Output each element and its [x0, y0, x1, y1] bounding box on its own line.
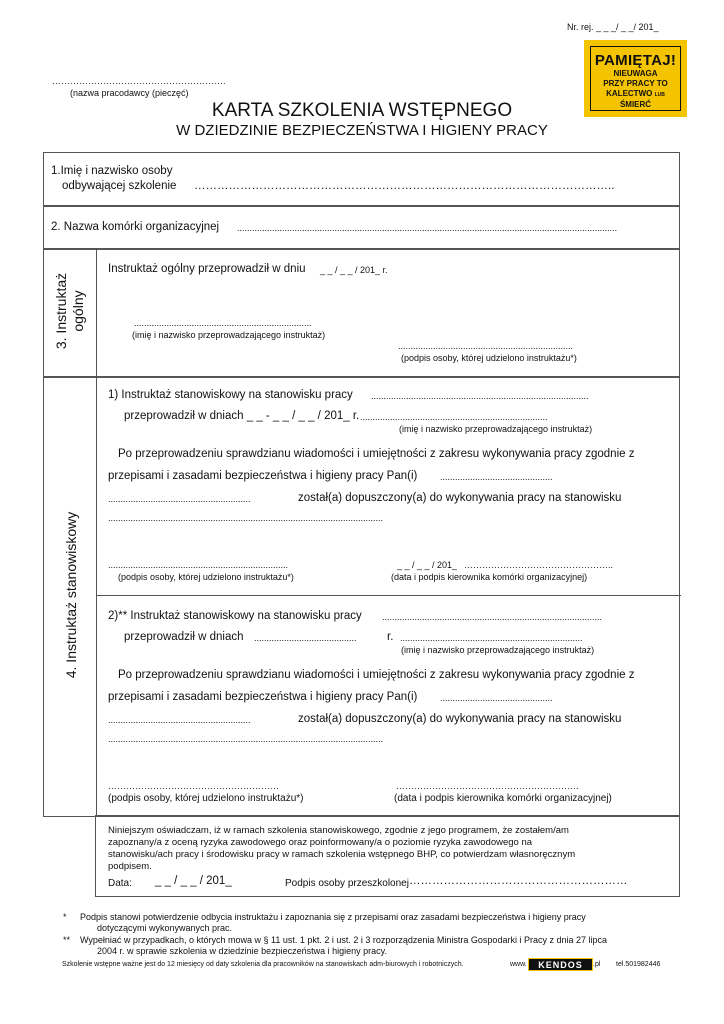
part1-para-line1: Po przeprowadzeniu sprawdzianu wiadomości i umiejętności z zakresu wykonywania pracy zgodnie z	[118, 448, 635, 460]
section-declaration	[95, 815, 680, 897]
part1-para-line3: został(a) dopuszczony(a) do wykonywania pracy na stanowisku	[298, 492, 622, 504]
warning-line2: NIEUWAGA	[613, 69, 658, 78]
part2-instructor-caption: (imię i nazwisko przeprowadzającego instruktaż)	[401, 645, 595, 655]
part2-para-line1: Po przeprowadzeniu sprawdzianu wiadomości i umiejętności z zakresu wykonywania pracy zgodnie z	[118, 669, 635, 681]
warning-line4b: LUB	[654, 92, 665, 98]
general-date-field[interactable]: _ _ / _ _ / 201_ r.	[320, 265, 388, 275]
footnote1-line1: Podpis stanowi potwierdzenie odbycia instruktażu i zapoznania się z przepisami oraz zasadami bezpieczeństwa i higieny pracy	[80, 912, 586, 922]
footnote2-line1: Wypełniać w przypadkach, o których mowa w § 11 ust. 1 pkt. 2 i ust. 2 i 3 rozporządzenia Ministra Gospodarki i Pracy z dnia 27 lipca	[80, 935, 607, 945]
footnote1-line2: dotyczącymi wykonywanych prac.	[97, 923, 233, 933]
section-name	[43, 152, 680, 207]
part1-para-line2: przepisami i zasadami bezpieczeństwa i higieny pracy Pan(i)	[108, 470, 418, 482]
page-title: KARTA SZKOLENIA WSTĘPNEGO	[211, 100, 513, 121]
employer-caption: (nazwa pracodawcy (pieczęć)	[70, 88, 189, 98]
part2-signature-caption: (podpis osoby, której udzielono instruktażu*)	[108, 793, 304, 804]
part2-heading: 2)** Instruktaż stanowiskowy na stanowisku pracy	[108, 610, 362, 622]
name-field[interactable]: ………………………………………………………………………………………………..	[194, 180, 615, 192]
declaration-line2: zapoznany/a z oceną ryzyka zawodowego oraz poinformowany/a o poziomie ryzyka zawodowego na	[108, 837, 533, 848]
part1-manager-caption: (data i podpis kierownika komórki organizacyjnej)	[391, 572, 588, 582]
part1-manager-field[interactable]: …………………………………………..	[464, 560, 614, 570]
kendos-logo: KENDOS	[528, 958, 593, 971]
footer-domain: .pl	[593, 961, 601, 968]
unit-label: 2. Nazwa komórki organizacyjnej	[51, 221, 220, 233]
section3-side-label	[53, 256, 87, 366]
section3-side-label-2: ogólny	[70, 290, 86, 332]
unit-field[interactable]: ........................................................................................................................................................	[237, 223, 618, 233]
part2-conducted: przeprowadził w dniach	[124, 631, 244, 643]
part2-r: r.	[387, 631, 394, 643]
section-workplace-training	[43, 376, 680, 817]
warning-line4c: ŚMIERĆ	[619, 100, 652, 109]
footer-www: www.	[510, 961, 527, 968]
part1-workplace-field[interactable]: .......................................................................................	[371, 391, 589, 401]
part1-heading: 1) Instruktaż stanowiskowy na stanowisku pracy	[108, 389, 353, 401]
declaration-line1: Niniejszym oświadczam, iż w ramach szkolenia stanowiskowego, zgodnie z jego programem, że zostałem/am	[108, 825, 569, 836]
part2-dates-field[interactable]: .........................................	[254, 633, 357, 643]
page-subtitle: W DZIEDZINIE BEZPIECZEŃSTWA I HIGIENY PRACY	[176, 122, 548, 139]
warning-line4a: KALECTWO	[606, 89, 653, 98]
employer-dots: ………………………………………………….	[52, 76, 226, 86]
part2-para-line2: przepisami i zasadami bezpieczeństwa i higieny pracy Pan(i)	[108, 691, 418, 703]
part1-instructor-caption: (imię i nazwisko przeprowadzającego instruktaż)	[399, 424, 593, 434]
part1-workplace-field-2[interactable]: ..............................................................................................................	[108, 513, 384, 523]
general-conducted-label: Instruktaż ogólny przeprowadził w dniu	[108, 263, 306, 275]
declaration-signature-label: Podpis osoby przeszkolonej	[285, 878, 409, 889]
section-general-training	[43, 248, 680, 378]
part2-manager-field[interactable]: …………………………………………………….	[396, 781, 579, 791]
declaration-date-label: Data:	[108, 878, 132, 889]
footnote2-line2: 2004 r. w sprawie szkolenia w dziedzinie bezpieczeństwa i higieny pracy.	[97, 946, 387, 956]
declaration-line4: podpisem.	[108, 861, 152, 872]
footnote1-mark: *	[63, 912, 67, 922]
footer-phone: tel.501982446	[616, 961, 661, 968]
section4-side-label: 4. Instruktaż stanowiskowy	[63, 511, 79, 679]
part1-signature-field[interactable]: ........................................................................	[108, 560, 289, 570]
warning-line3: PRZY PRACY TO	[603, 79, 668, 88]
part2-person-field-2[interactable]: .........................................................	[108, 715, 251, 725]
part1-instructor-field[interactable]: ...........................................................................	[360, 412, 548, 422]
section4-split	[96, 595, 681, 596]
part1-manager-date[interactable]: _ _ / _ _ / 201_	[397, 560, 458, 570]
section3-divider	[96, 248, 97, 378]
part2-workplace-field[interactable]: ........................................................................................	[382, 612, 603, 622]
part1-person-field[interactable]: .............................................	[440, 472, 553, 482]
general-instructor-caption: (imię i nazwisko przeprowadzającego instruktaż)	[132, 330, 326, 340]
footer-validity: Szkolenie wstępne ważne jest do 12 miesięcy od daty szkolenia dla pracowników na stanowiskach adm-biurowych i robotniczych.	[62, 961, 464, 968]
part1-person-field-2[interactable]: .........................................................	[108, 494, 251, 504]
general-signature-caption: (podpis osoby, której udzielono instruktażu*)	[401, 353, 577, 363]
part2-para-line3: został(a) dopuszczony(a) do wykonywania pracy na stanowisku	[298, 713, 622, 725]
declaration-signature-field[interactable]: …………………………………………………	[409, 875, 628, 887]
part1-signature-caption: (podpis osoby, której udzielono instruktażu*)	[118, 572, 294, 582]
general-instructor-field[interactable]: .......................................................................	[134, 318, 312, 328]
declaration-line3: stanowisku/ach pracy i środowisku pracy w ramach szkolenia wstępnego BHP, co potwierdzam własnoręcznym	[108, 849, 576, 860]
section4-divider	[96, 376, 97, 817]
name-label-line2: odbywającej szkolenie	[62, 180, 177, 192]
registration-number: Nr. rej. _ _ _/ _ _/ 201_	[567, 22, 659, 32]
part2-person-field[interactable]: .............................................	[440, 693, 553, 703]
name-label-line1: 1.Imię i nazwisko osoby	[51, 165, 173, 177]
part2-signature-field[interactable]: …………………………………………………	[108, 781, 279, 791]
part2-workplace-field-2[interactable]: ..............................................................................................................	[108, 734, 384, 744]
warning-line1: PAMIĘTAJ!	[594, 52, 677, 69]
general-signature-field[interactable]: ......................................................................	[398, 341, 574, 351]
declaration-date-field[interactable]: _ _ / _ _ / 201_	[155, 875, 232, 887]
footnote2-mark: **	[63, 935, 71, 945]
part2-instructor-field[interactable]: .........................................................................	[400, 633, 583, 643]
part1-conducted: przeprowadził w dniach _ _ - _ _ / _ _ / 201_ r.	[124, 410, 360, 422]
section-unit	[43, 205, 680, 250]
section3-side-label-1: 3. Instruktaż	[53, 272, 69, 350]
part2-manager-caption: (data i podpis kierownika komórki organizacyjnej)	[394, 793, 612, 804]
